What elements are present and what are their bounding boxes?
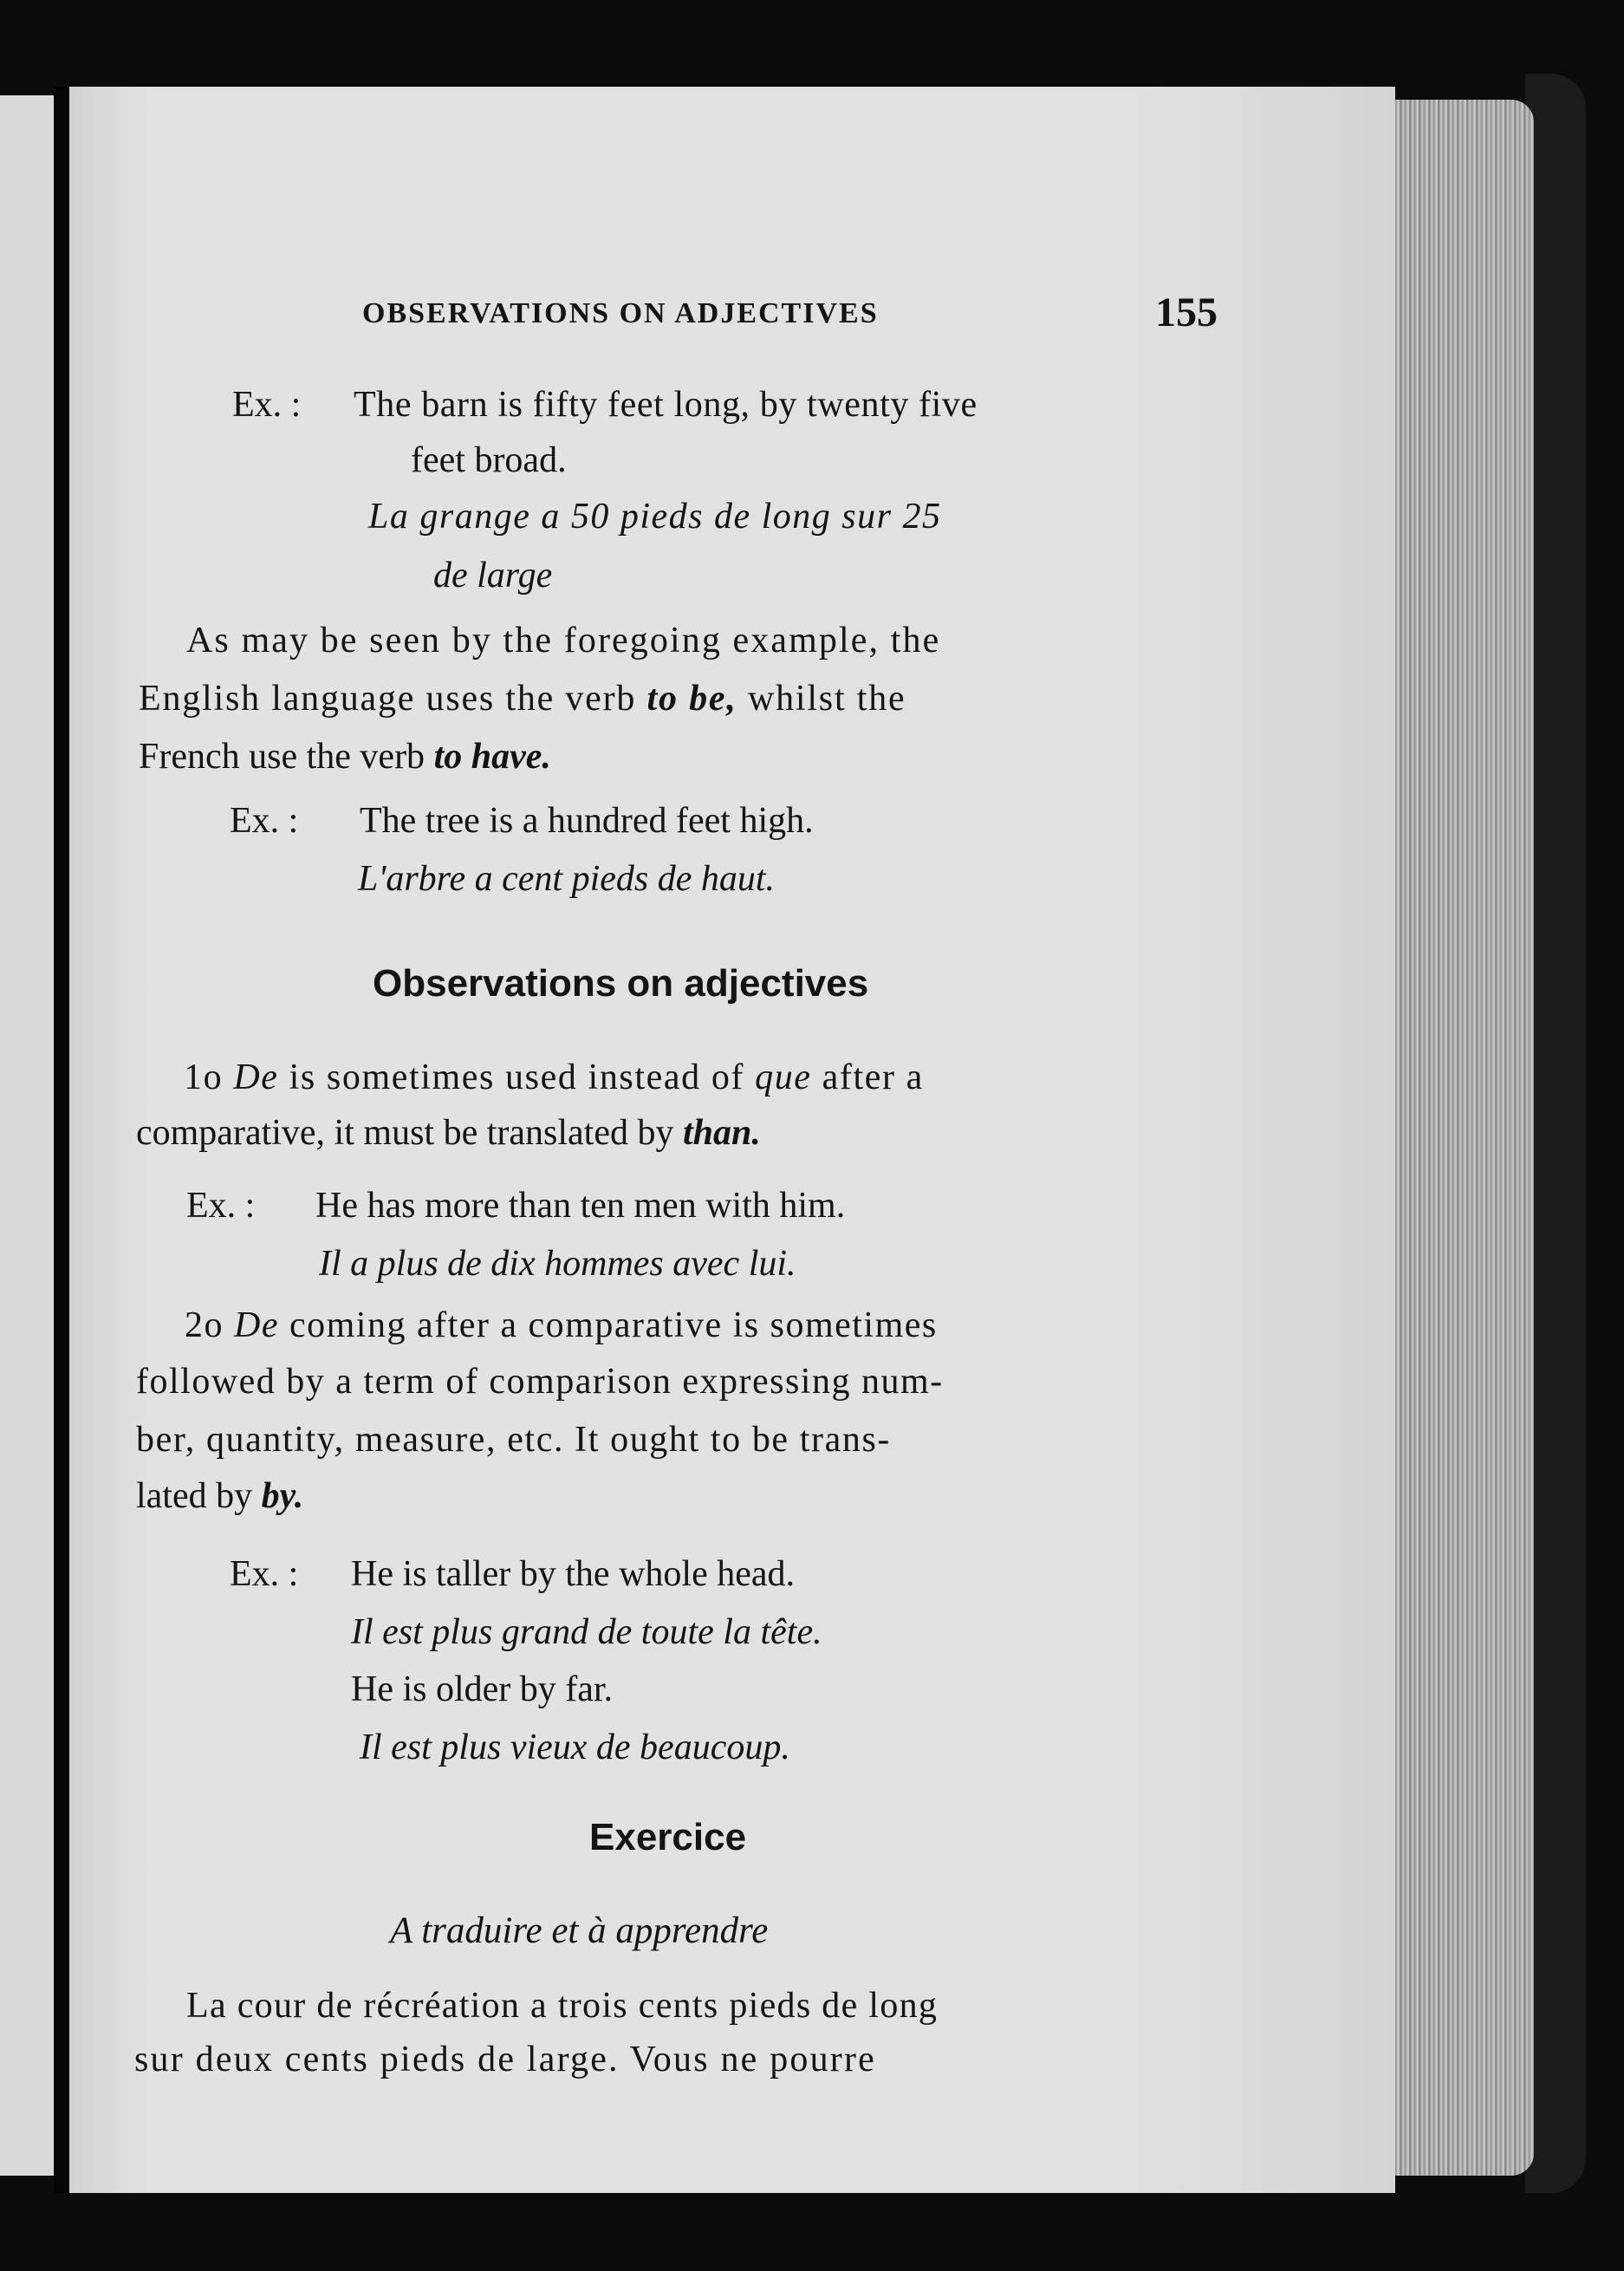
paragraph-line: La cour de récréation a trois cents pieds de long: [186, 1986, 939, 2026]
example-french-line: L'arbre a cent pieds de haut.: [358, 859, 776, 899]
paragraph-line: comparative, it must be translated by than.: [136, 1113, 761, 1153]
example-english-line: He has more than ten men with him.: [315, 1186, 846, 1226]
example-label: Ex. :: [230, 1554, 299, 1594]
example-label: Ex. :: [232, 385, 302, 425]
book-gutter: [54, 87, 69, 2193]
example-label: Ex. :: [230, 801, 299, 841]
example-label: Ex. :: [186, 1186, 256, 1226]
example-english-line: He is older by far.: [351, 1669, 614, 1709]
section-heading: Exercice: [589, 1816, 747, 1858]
page-stack-edge: [1387, 100, 1534, 2176]
example-english-line: The barn is fifty feet long, by twenty five: [354, 385, 978, 425]
paragraph-line: English language uses the verb to be, whilst the: [139, 679, 906, 719]
example-french-line: de large: [433, 556, 553, 595]
example-english-line: feet broad.: [411, 440, 567, 480]
previous-page-edge: [0, 95, 57, 2176]
running-title: OBSERVATIONS ON ADJECTIVES: [362, 297, 879, 329]
book-cover-edge: [1525, 74, 1586, 2193]
paragraph-line: lated by by.: [136, 1476, 304, 1516]
paragraph-line: followed by a term of comparison expressing num-: [136, 1362, 944, 1402]
example-english-line: The tree is a hundred feet high.: [360, 801, 814, 841]
example-french-line: Il a plus de dix hommes avec lui.: [319, 1244, 796, 1284]
paragraph-line: As may be seen by the foregoing example, the: [186, 621, 941, 660]
paragraph-line: 1o De is sometimes used instead of que after a: [184, 1057, 924, 1097]
example-french-line: La grange a 50 pieds de long sur 25: [368, 497, 942, 537]
example-french-line: Il est plus vieux de beaucoup.: [360, 1728, 790, 1767]
paragraph-line: French use the verb to have.: [139, 737, 551, 777]
example-french-line: Il est plus grand de toute la tête.: [351, 1612, 822, 1652]
paragraph-line: sur deux cents pieds de large. Vous ne pourre: [134, 2040, 877, 2079]
page-number: 155: [1155, 290, 1218, 335]
section-subheading: A traduire et à apprendre: [390, 1910, 769, 1951]
section-heading: Observations on adjectives: [373, 962, 869, 1005]
paragraph-line: 2o De coming after a comparative is sometimes: [185, 1305, 938, 1345]
example-english-line: He is taller by the whole head.: [351, 1554, 795, 1594]
paragraph-line: ber, quantity, measure, etc. It ought to be trans-: [136, 1420, 892, 1460]
